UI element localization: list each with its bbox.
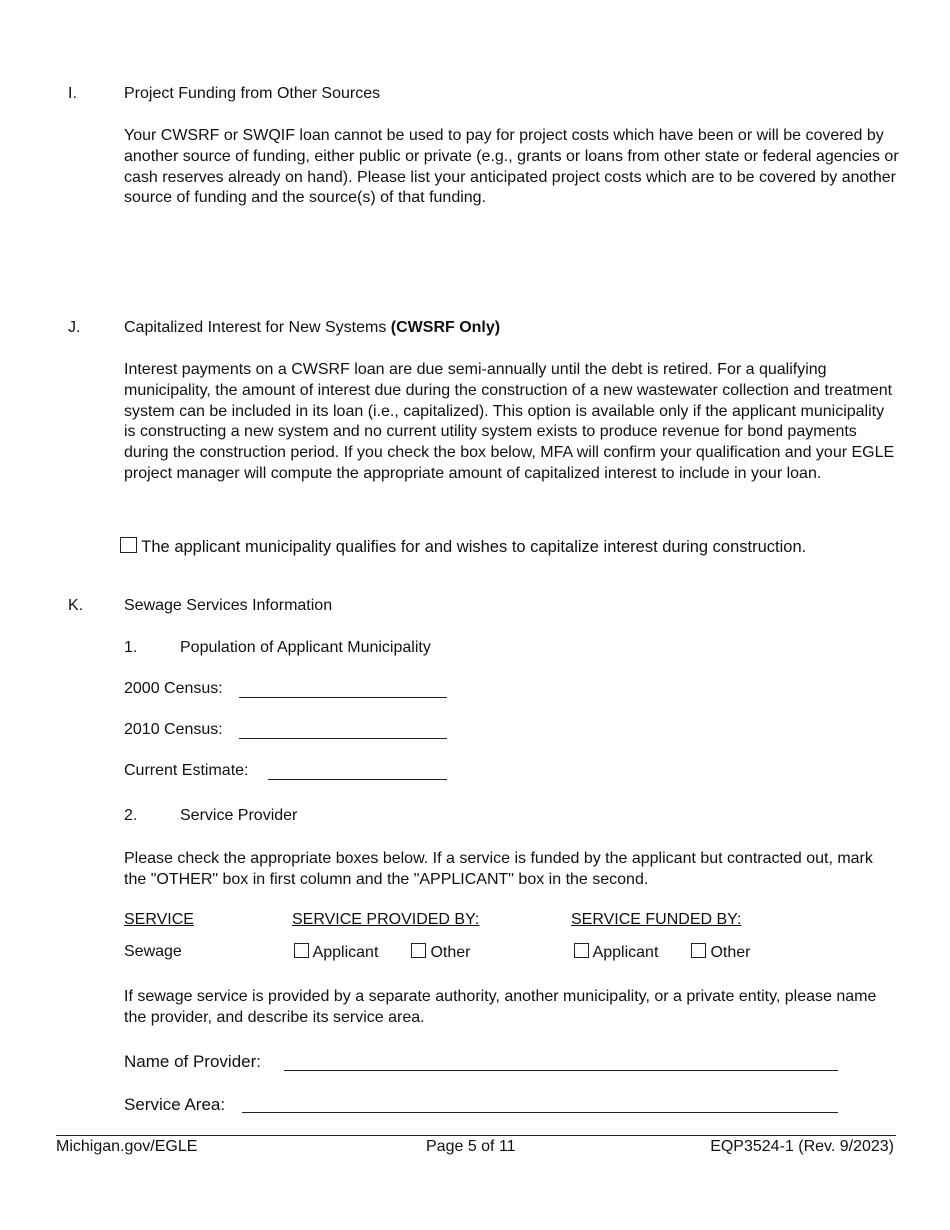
subsection-2-number: 2.: [124, 807, 138, 824]
funded-by-applicant-checkbox[interactable]: [574, 943, 589, 958]
section-k-heading: Sewage Services Information: [124, 597, 333, 614]
subsection-1-number: 1.: [124, 639, 138, 656]
service-area-label: Service Area:: [124, 1095, 226, 1114]
funded-by-applicant-label: Applicant: [592, 944, 659, 961]
current-estimate-label: Current Estimate:: [124, 762, 249, 779]
footer-page-number: Page 5 of 11: [426, 1138, 516, 1155]
footer-website: Michigan.gov/EGLE: [56, 1138, 198, 1155]
section-j-heading: [124, 319, 500, 337]
service-instructions: Please check the appropriate boxes below. If a service is funded by the applicant but contracted out, mark the "OTHER" box in first column and the "APPLICANT" box in the second.: [124, 850, 873, 888]
provider-note: If sewage service is provided by a separate authority, another municipality, or a private entity, please name the provider, and describe its service area.: [124, 988, 877, 1026]
col-funded-by-header: SERVICE FUNDED BY:: [571, 911, 742, 928]
capitalize-interest-checkbox[interactable]: [120, 537, 137, 553]
funded-by-other-checkbox[interactable]: [691, 943, 706, 958]
provided-by-other-label: Other: [430, 944, 471, 961]
section-j-heading-bold: (CWSRF Only): [390, 319, 501, 336]
col-provided-by-header: SERVICE PROVIDED BY:: [292, 911, 480, 928]
section-i-letter: I.: [68, 85, 77, 102]
current-estimate-field[interactable]: [268, 779, 447, 780]
funded-by-other-label: Other: [710, 944, 751, 961]
provider-name-label: Name of Provider:: [124, 1052, 261, 1071]
provided-by-applicant: [294, 943, 378, 962]
subsection-2-label: Service Provider: [180, 807, 298, 824]
census-2000-field[interactable]: [239, 697, 447, 698]
section-k-letter: K.: [68, 597, 84, 614]
section-i-heading: Project Funding from Other Sources: [124, 85, 381, 102]
provided-by-applicant-checkbox[interactable]: [294, 943, 309, 958]
footer-divider: [56, 1135, 896, 1136]
section-j-heading-text: Capitalized Interest for New Systems: [124, 319, 387, 336]
provided-by-applicant-label: Applicant: [312, 944, 379, 961]
service-row-sewage: Sewage: [124, 943, 182, 960]
census-2010-field[interactable]: [239, 738, 447, 739]
funded-by-other: [691, 943, 750, 962]
census-2000-label: 2000 Census:: [124, 680, 223, 697]
section-i-body: Your CWSRF or SWQIF loan cannot be used to pay for project costs which have been or will be covered by another source of funding, either public or private (e.g., grants or loans from other state or federal agencies or cash reserves already on hand). Please list your anticipated project costs which are to be covered by another source of funding and the source(s) of that funding.: [124, 127, 899, 207]
footer-form-number: EQP3524-1 (Rev. 9/2023): [710, 1138, 894, 1155]
provider-name-field[interactable]: [284, 1070, 838, 1071]
section-j-letter: J.: [68, 319, 81, 336]
census-2010-label: 2010 Census:: [124, 721, 223, 738]
funded-by-applicant: [574, 943, 658, 962]
capitalize-interest-label: The applicant municipality qualifies for and wishes to capitalize interest during construction.: [141, 538, 807, 556]
provided-by-other-checkbox[interactable]: [411, 943, 426, 958]
section-j-body: Interest payments on a CWSRF loan are due semi-annually until the debt is retired. For a qualifying municipality, the amount of interest due during the construction of a new wastewater collection and treatment system can be included in its loan (i.e., capitalized). This option is available only if the applicant municipality is constructing a new system and no current utility system exists to produce revenue for bond payments during the construction period. If you check the box below, MFA will confirm your qualification and your EGLE project manager will compute the appropriate amount of capitalized interest to include in your loan.: [124, 361, 895, 482]
capitalize-interest-row: [120, 537, 806, 557]
service-area-field[interactable]: [242, 1112, 838, 1113]
provided-by-other: [411, 943, 470, 962]
col-service-header: SERVICE: [124, 911, 194, 928]
subsection-1-label: Population of Applicant Municipality: [180, 639, 431, 656]
